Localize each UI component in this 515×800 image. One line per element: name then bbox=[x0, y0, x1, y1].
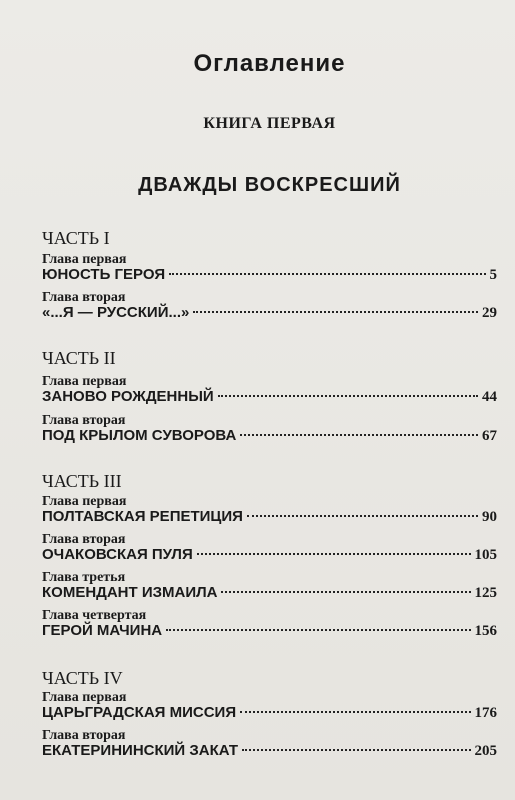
leader-dots bbox=[193, 311, 478, 313]
part-label: ЧАСТЬ IV bbox=[42, 668, 123, 688]
leader-dots bbox=[240, 711, 470, 713]
leader-dots bbox=[218, 395, 478, 397]
chapter-label: Глава первая bbox=[42, 690, 127, 705]
part-label: ЧАСТЬ III bbox=[42, 471, 122, 491]
chapter-label: Глава вторая bbox=[42, 728, 126, 743]
page-number: 29 bbox=[482, 305, 497, 321]
leader-dots bbox=[240, 434, 478, 436]
book-title: КНИГА ПЕРВАЯ bbox=[203, 115, 336, 132]
leader-dots bbox=[166, 629, 470, 631]
part-label: ЧАСТЬ I bbox=[42, 228, 110, 248]
page-number: 176 bbox=[474, 705, 497, 721]
chapter-title: КОМЕНДАНТ ИЗМАИЛА bbox=[42, 584, 218, 601]
chapter-title: ЕКАТЕРИНИНСКИЙ ЗАКАТ bbox=[42, 742, 238, 759]
leader-dots bbox=[197, 553, 471, 555]
chapter-title: ПОД КРЫЛОМ СУВОРОВА bbox=[42, 427, 237, 444]
toc-entry[interactable] bbox=[42, 427, 497, 451]
toc-entry[interactable] bbox=[42, 388, 497, 412]
chapter-label: Глава первая bbox=[42, 252, 127, 267]
chapter-title: ОЧАКОВСКАЯ ПУЛЯ bbox=[42, 546, 193, 563]
toc-entry[interactable] bbox=[42, 546, 497, 570]
page-number: 156 bbox=[474, 623, 497, 639]
page-number: 5 bbox=[489, 267, 497, 283]
chapter-label: Глава вторая bbox=[42, 532, 126, 547]
leader-dots bbox=[169, 273, 485, 275]
chapter-label: Глава третья bbox=[42, 570, 126, 585]
toc-entry[interactable] bbox=[42, 304, 497, 328]
toc-entry[interactable] bbox=[42, 742, 497, 766]
chapter-title: ЮНОСТЬ ГЕРОЯ bbox=[42, 266, 166, 283]
chapter-label: Глава первая bbox=[42, 374, 127, 389]
part-label: ЧАСТЬ II bbox=[42, 348, 116, 368]
page-number: 125 bbox=[474, 585, 497, 601]
toc-title: Оглавление bbox=[193, 50, 346, 77]
leader-dots bbox=[242, 749, 471, 751]
main-title: ДВАЖДЫ ВОСКРЕСШИЙ bbox=[138, 174, 401, 196]
toc-entry[interactable] bbox=[42, 508, 497, 532]
chapter-label: Глава вторая bbox=[42, 413, 126, 428]
toc-entry[interactable] bbox=[42, 704, 497, 728]
leader-dots bbox=[221, 591, 470, 593]
page-number: 205 bbox=[474, 743, 497, 759]
page-number: 105 bbox=[474, 547, 497, 563]
chapter-title: ГЕРОЙ МАЧИНА bbox=[42, 622, 163, 639]
page-number: 44 bbox=[482, 389, 497, 405]
chapter-label: Глава вторая bbox=[42, 290, 126, 305]
chapter-label: Глава первая bbox=[42, 494, 127, 509]
chapter-title: ЗАНОВО РОЖДЕННЫЙ bbox=[42, 388, 214, 405]
toc-entry[interactable] bbox=[42, 266, 497, 290]
page-number: 67 bbox=[482, 428, 497, 444]
chapter-title: ЦАРЬГРАДСКАЯ МИССИЯ bbox=[42, 704, 237, 721]
toc-entry[interactable] bbox=[42, 584, 497, 608]
page-number: 90 bbox=[482, 509, 497, 525]
chapter-label: Глава четвертая bbox=[42, 608, 147, 623]
chapter-title: ПОЛТАВСКАЯ РЕПЕТИЦИЯ bbox=[42, 508, 243, 525]
toc-entry[interactable] bbox=[42, 622, 497, 646]
chapter-title: «...Я — РУССКИЙ...» bbox=[42, 304, 190, 321]
leader-dots bbox=[247, 515, 478, 517]
